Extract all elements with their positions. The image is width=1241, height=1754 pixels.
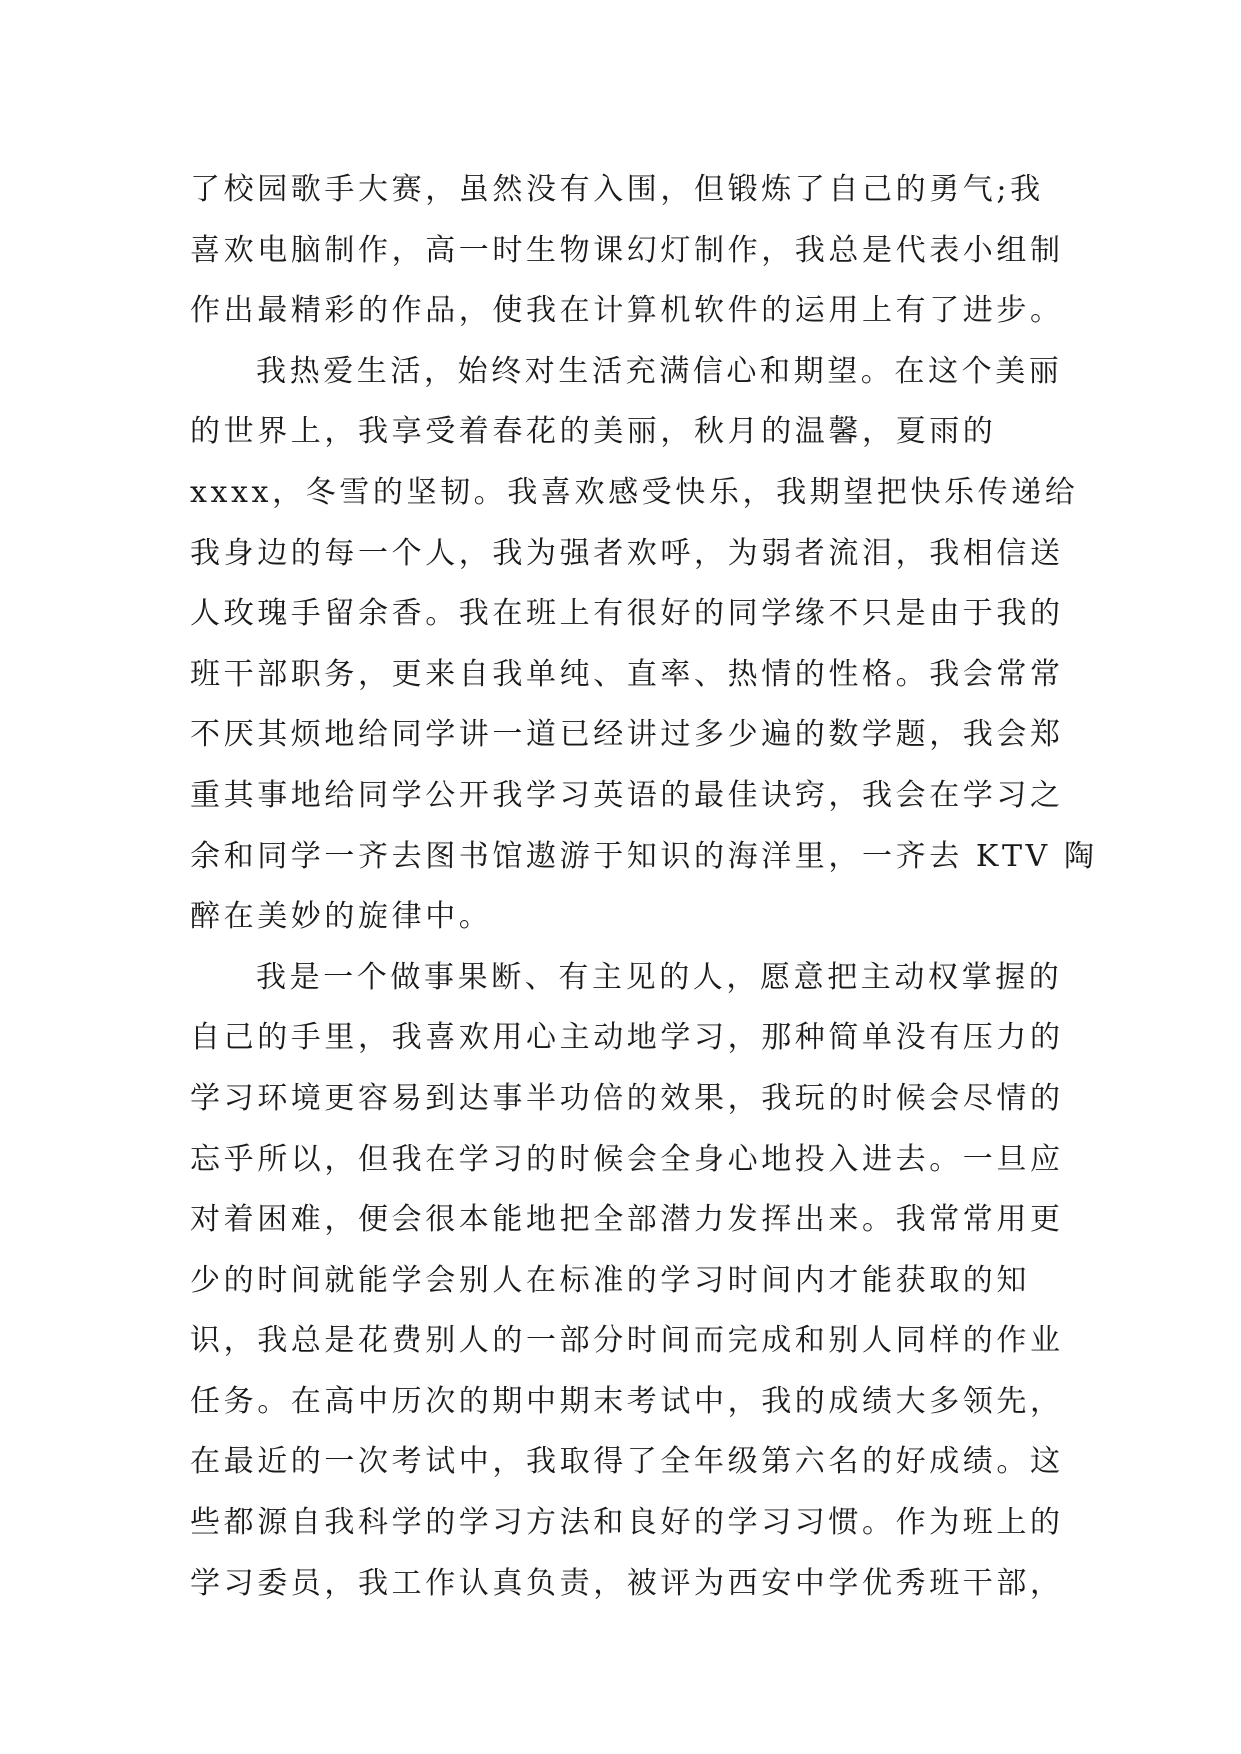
text-line: 学习委员，我工作认真负责，被评为西安中学优秀班干部， [190, 1565, 1064, 1601]
text-line: 识，我总是花费别人的一部分时间而完成和别人同样的作业 [190, 1323, 1064, 1359]
text-line: 的世界上，我享受着春花的美丽，秋月的温馨，夏雨的 [190, 414, 997, 450]
text-line: 不厌其烦地给同学讲一道已经讲过多少遍的数学题，我会郑 [190, 717, 1064, 753]
text-line: 对着困难，便会很本能地把全部潜力发挥出来。我常常用更 [190, 1202, 1064, 1238]
text-line: 学习环境更容易到达事半功倍的效果，我玩的时候会尽情的 [190, 1080, 1064, 1116]
text-line: 班干部职务，更来自我单纯、直率、热情的性格。我会常常 [190, 656, 1064, 692]
text-line: 余和同学一齐去图书馆遨游于知识的海洋里，一齐去 KTV 陶 [190, 838, 1098, 874]
text-line: 忘乎所以，但我在学习的时候会全身心地投入进去。一旦应 [190, 1141, 1064, 1177]
paragraph-start-line: 我是一个做事果断、有主见的人，愿意把主动权掌握的 [256, 959, 1063, 995]
text-line: 喜欢电脑制作，高一时生物课幻灯制作，我总是代表小组制 [190, 232, 1064, 268]
text-line: 了校园歌手大赛，虽然没有入围，但锻炼了自己的勇气;我 [190, 172, 1044, 207]
text-line: 些都源自我科学的学习方法和良好的学习习惯。作为班上的 [190, 1505, 1064, 1541]
body-text [190, 160, 1098, 1614]
text-line: xxxx，冬雪的坚韧。我喜欢感受快乐，我期望把快乐传递给 [190, 474, 1079, 510]
paragraph-start-line: 我热爱生活，始终对生活充满信心和期望。在这个美丽 [256, 353, 1063, 389]
text-line: 重其事地给同学公开我学习英语的最佳诀窍，我会在学习之 [190, 777, 1064, 813]
text-line: 我身边的每一个人，我为强者欢呼，为弱者流泪，我相信送 [190, 535, 1064, 571]
text-line: 自己的手里，我喜欢用心主动地学习，那种简单没有压力的 [190, 1020, 1064, 1056]
text-line: 任务。在高中历次的期中期末考试中，我的成绩大多领先， [190, 1383, 1064, 1419]
text-line: 人玫瑰手留余香。我在班上有很好的同学缘不只是由于我的 [190, 596, 1064, 632]
text-line: 少的时间就能学会别人在标准的学习时间内才能获取的知 [190, 1262, 1030, 1298]
text-line: 在最近的一次考试中，我取得了全年级第六名的好成绩。这 [190, 1444, 1064, 1480]
text-line: 醉在美妙的旋律中。 [190, 899, 493, 935]
text-line: 作出最精彩的作品，使我在计算机软件的运用上有了进步。 [190, 293, 1064, 329]
